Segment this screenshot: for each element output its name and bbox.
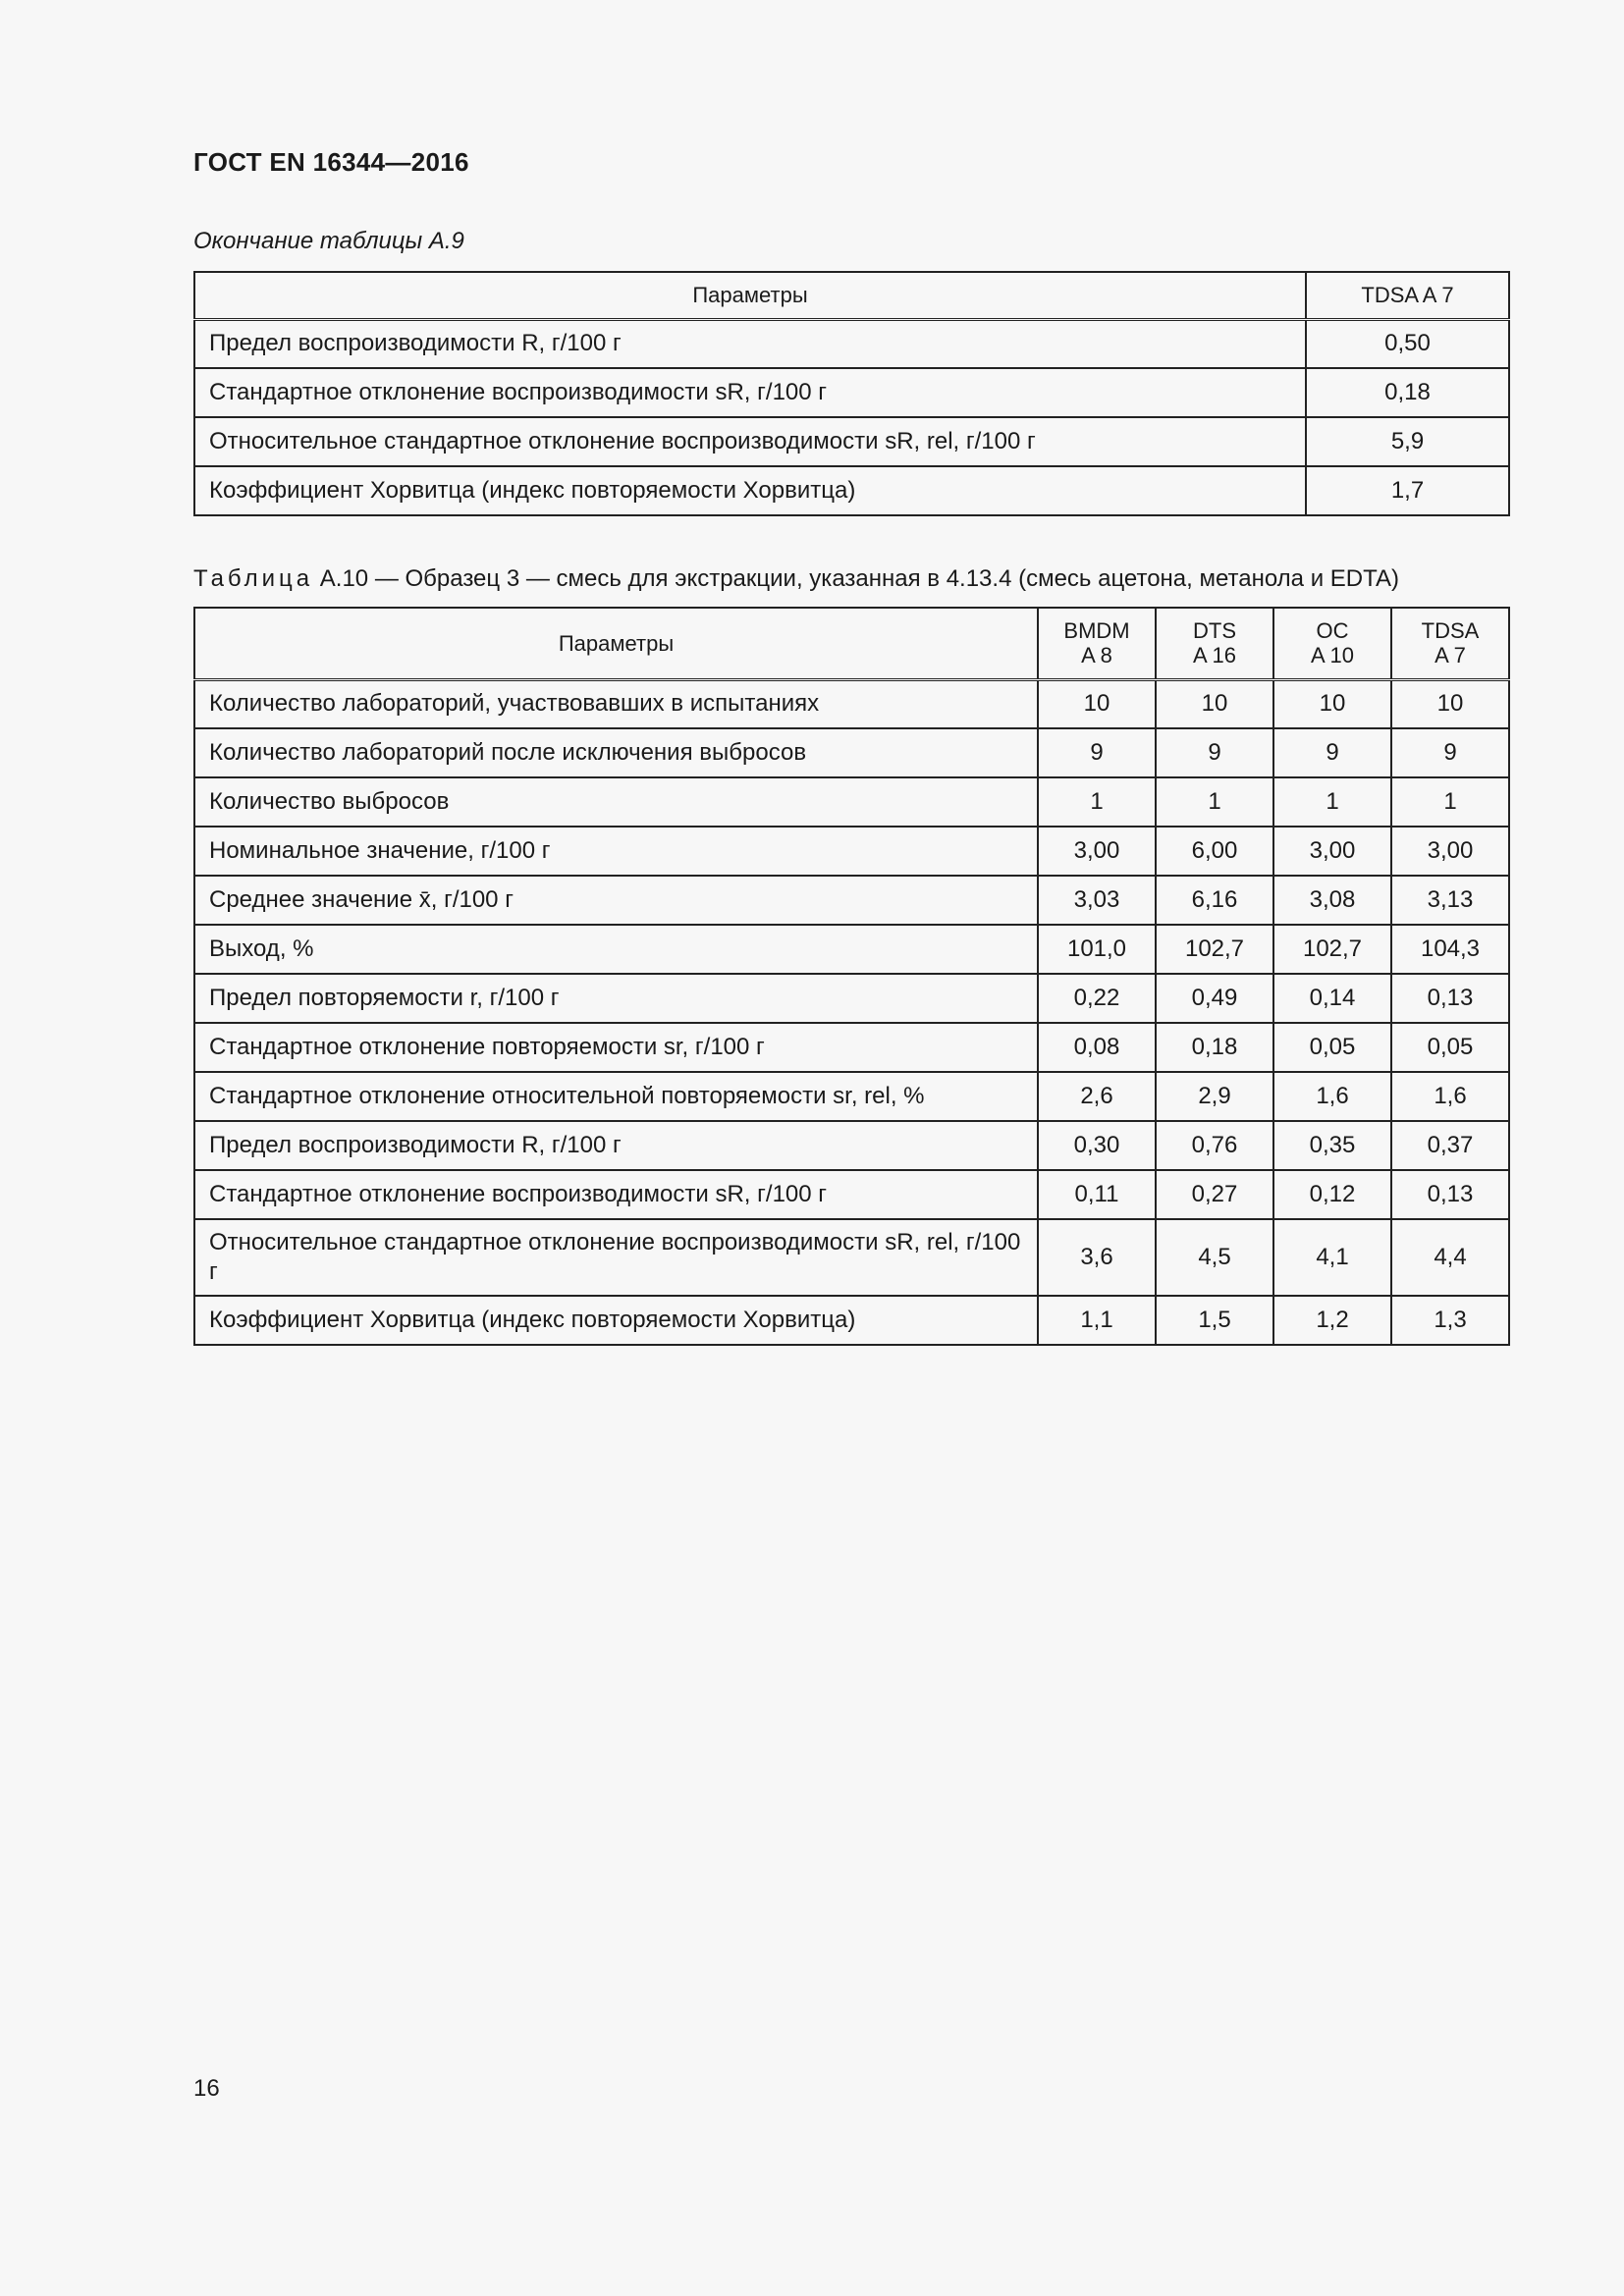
row-value: 3,00 xyxy=(1273,827,1391,876)
column-header-line1: BMDM xyxy=(1063,618,1130,644)
row-value: 5,9 xyxy=(1306,417,1509,466)
row-value: 10 xyxy=(1273,679,1391,728)
row-value: 102,7 xyxy=(1156,925,1273,974)
row-value: 102,7 xyxy=(1273,925,1391,974)
row-value: 3,08 xyxy=(1273,876,1391,925)
row-value: 1 xyxy=(1038,777,1156,827)
table-a10 xyxy=(193,607,1510,1346)
column-header-oc xyxy=(1273,608,1391,679)
row-value: 0,76 xyxy=(1156,1121,1273,1170)
table-row xyxy=(194,1023,1509,1072)
row-parameter: Предел повторяемости r, г/100 г xyxy=(194,974,1038,1023)
row-value: 0,49 xyxy=(1156,974,1273,1023)
row-value: 0,05 xyxy=(1273,1023,1391,1072)
row-value: 0,35 xyxy=(1273,1121,1391,1170)
row-value: 0,37 xyxy=(1391,1121,1509,1170)
table-header-row xyxy=(194,608,1509,679)
table-row xyxy=(194,368,1509,417)
document-header: ГОСТ EN 16344—2016 xyxy=(193,147,469,177)
row-value: 1,3 xyxy=(1391,1296,1509,1345)
row-value: 3,00 xyxy=(1391,827,1509,876)
row-value: 1,7 xyxy=(1306,466,1509,515)
row-value: 2,9 xyxy=(1156,1072,1273,1121)
row-parameter: Среднее значение x̄, г/100 г xyxy=(194,876,1038,925)
row-value: 1 xyxy=(1273,777,1391,827)
table-row xyxy=(194,1072,1509,1121)
table-row xyxy=(194,1296,1509,1345)
row-value: 0,13 xyxy=(1391,1170,1509,1219)
row-value: 4,5 xyxy=(1156,1219,1273,1296)
column-header-dts xyxy=(1156,608,1273,679)
row-parameter: Выход, % xyxy=(194,925,1038,974)
row-value: 1 xyxy=(1156,777,1273,827)
row-parameter: Коэффициент Хорвитца (индекс повторяемости Хорвитца) xyxy=(194,466,1306,515)
row-value: 9 xyxy=(1038,728,1156,777)
row-value: 2,6 xyxy=(1038,1072,1156,1121)
row-value: 0,11 xyxy=(1038,1170,1156,1219)
row-value: 1,6 xyxy=(1391,1072,1509,1121)
row-value: 0,13 xyxy=(1391,974,1509,1023)
row-parameter: Коэффициент Хорвитца (индекс повторяемости Хорвитца) xyxy=(194,1296,1038,1345)
row-parameter: Номинальное значение, г/100 г xyxy=(194,827,1038,876)
row-value: 3,00 xyxy=(1038,827,1156,876)
table-row xyxy=(194,876,1509,925)
column-header-line1: TDSA xyxy=(1421,618,1480,644)
row-value: 0,22 xyxy=(1038,974,1156,1023)
row-value: 1,2 xyxy=(1273,1296,1391,1345)
row-parameter: Предел воспроизводимости R, г/100 г xyxy=(194,319,1306,368)
table-row xyxy=(194,925,1509,974)
row-value: 10 xyxy=(1391,679,1509,728)
table-row xyxy=(194,679,1509,728)
table-row xyxy=(194,777,1509,827)
column-header-parameters: Параметры xyxy=(194,272,1306,319)
table-row xyxy=(194,466,1509,515)
row-value: 101,0 xyxy=(1038,925,1156,974)
row-value: 1,1 xyxy=(1038,1296,1156,1345)
table-a10-caption-prefix: Таблица xyxy=(193,565,314,592)
row-parameter: Количество лабораторий после исключения выбросов xyxy=(194,728,1038,777)
column-header-line2: A 8 xyxy=(1081,643,1112,668)
column-header-line1: OC xyxy=(1316,618,1349,644)
column-header-parameters: Параметры xyxy=(194,608,1038,679)
column-header-line1: DTS xyxy=(1193,618,1236,644)
column-header-bmdm xyxy=(1038,608,1156,679)
row-value: 3,13 xyxy=(1391,876,1509,925)
page-number: 16 xyxy=(193,2075,220,2102)
row-parameter: Относительное стандартное отклонение воспроизводимости sR, rel, г/100 г xyxy=(194,1219,1038,1296)
row-value: 0,18 xyxy=(1306,368,1509,417)
table-header-row xyxy=(194,272,1509,319)
row-value: 4,1 xyxy=(1273,1219,1391,1296)
table-row xyxy=(194,1170,1509,1219)
table-row xyxy=(194,1121,1509,1170)
row-value: 10 xyxy=(1038,679,1156,728)
row-parameter: Стандартное отклонение относительной повторяемости sr, rel, % xyxy=(194,1072,1038,1121)
row-value: 4,4 xyxy=(1391,1219,1509,1296)
row-value: 6,00 xyxy=(1156,827,1273,876)
row-value: 0,08 xyxy=(1038,1023,1156,1072)
table-a9-end xyxy=(193,271,1510,516)
table-a9-caption: Окончание таблицы А.9 xyxy=(193,228,464,254)
row-value: 104,3 xyxy=(1391,925,1509,974)
row-value: 9 xyxy=(1391,728,1509,777)
row-parameter: Количество выбросов xyxy=(194,777,1038,827)
table-row xyxy=(194,974,1509,1023)
row-parameter: Стандартное отклонение воспроизводимости sR, г/100 г xyxy=(194,1170,1038,1219)
table-row xyxy=(194,319,1509,368)
column-header-line2: A 16 xyxy=(1192,643,1237,668)
row-value: 1,5 xyxy=(1156,1296,1273,1345)
row-value: 10 xyxy=(1156,679,1273,728)
row-value: 0,50 xyxy=(1306,319,1509,368)
row-parameter: Стандартное отклонение воспроизводимости sR, г/100 г xyxy=(194,368,1306,417)
table-row xyxy=(194,827,1509,876)
row-value: 0,05 xyxy=(1391,1023,1509,1072)
row-value: 3,6 xyxy=(1038,1219,1156,1296)
column-header-tdsa: TDSA A 7 xyxy=(1306,272,1509,319)
column-header-line2: A 7 xyxy=(1435,643,1466,668)
row-parameter: Количество лабораторий, участвовавших в испытаниях xyxy=(194,679,1038,728)
row-value: 9 xyxy=(1156,728,1273,777)
table-row xyxy=(194,1219,1509,1296)
row-parameter: Относительное стандартное отклонение воспроизводимости sR, rel, г/100 г xyxy=(194,417,1306,466)
table-row xyxy=(194,728,1509,777)
table-a10-caption-text: А.10 — Образец 3 — смесь для экстракции, указанная в 4.13.4 (смесь ацетона, метанола и EDTA) xyxy=(313,565,1399,592)
row-value: 0,30 xyxy=(1038,1121,1156,1170)
row-value: 0,27 xyxy=(1156,1170,1273,1219)
row-parameter: Стандартное отклонение повторяемости sr, г/100 г xyxy=(194,1023,1038,1072)
row-value: 0,14 xyxy=(1273,974,1391,1023)
column-header-tdsa xyxy=(1391,608,1509,679)
table-row xyxy=(194,417,1509,466)
row-value: 1 xyxy=(1391,777,1509,827)
row-value: 0,12 xyxy=(1273,1170,1391,1219)
row-value: 3,03 xyxy=(1038,876,1156,925)
row-value: 6,16 xyxy=(1156,876,1273,925)
row-value: 1,6 xyxy=(1273,1072,1391,1121)
row-value: 0,18 xyxy=(1156,1023,1273,1072)
column-header-line2: A 10 xyxy=(1310,643,1355,668)
row-parameter: Предел воспроизводимости R, г/100 г xyxy=(194,1121,1038,1170)
row-value: 9 xyxy=(1273,728,1391,777)
table-a10-caption xyxy=(193,565,1399,593)
